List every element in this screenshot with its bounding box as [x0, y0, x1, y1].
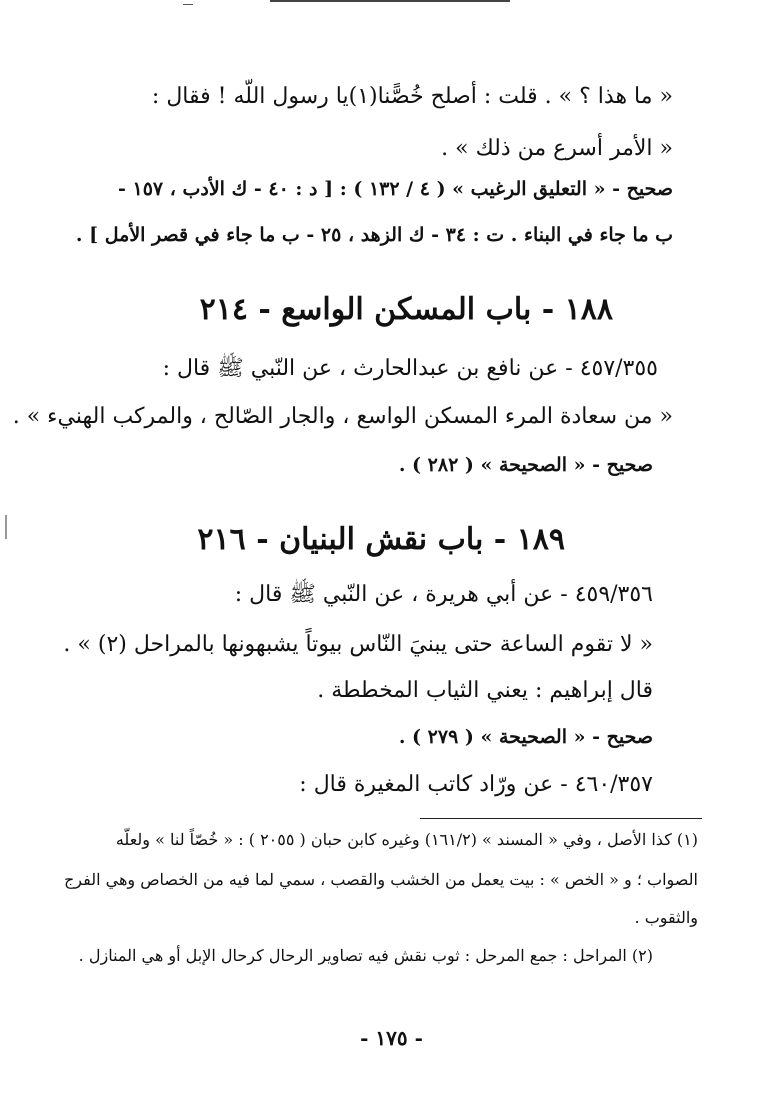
hadith-457-matn: « من سعادة المرء المسكن الواسع ، والجار الصّالح ، والمركب الهنيء » . [12, 404, 673, 429]
page-number: - ١٧٥ - [360, 1026, 423, 1050]
prev-grading-line-1: صحيح - « التعليق الرغيب » ( ٤ / ١٣٢ ) : [ د : ٤٠ - ك الأدب ، ١٥٧ - [118, 178, 673, 200]
hadith-459-isnad: ٤٥٩/٣٥٦ - عن أبي هريرة ، عن النّبي ﷺ قال : [234, 582, 653, 607]
hadith-459-matn: « لا تقوم الساعة حتى يبنيَ النّاس بيوتاً يشبهونها بالمراحل (٢) » . [63, 632, 653, 657]
footnote-1-line-1: (١) كذا الأصل ، وفي « المسند » (١٦١/٢) وغيره كابن حبان ( ٢٠٥٥ ) : « خُصّاً لنا » ولعلّه [115, 830, 698, 849]
prev-grading-line-2: ب ما جاء في البناء . ت : ٣٤ - ك الزهد ، ٢٥ - ب ما جاء في قصر الأمل ] . [75, 224, 673, 246]
chapter-189-heading: ١٨٩ - باب نقش البنيان - ٢١٦ [197, 522, 565, 557]
prev-hadith-line-2: « الأمر أسرع من ذلك » . [441, 136, 673, 161]
top-mark [183, 0, 193, 5]
hadith-457-grading: صحيح - « الصحيحة » ( ٢٨٢ ) . [398, 454, 653, 476]
chapter-188-heading: ١٨٨ - باب المسكن الواسع - ٢١٤ [199, 292, 613, 327]
hadith-459-comment: قال إبراهيم : يعني الثياب المخططة . [317, 678, 653, 703]
footnote-1-line-2: الصواب ؛ و « الخص » : بيت يعمل من الخشب والقصب ، سمي لما فيه من الخصاص وهي الفرج [63, 870, 698, 889]
footnote-separator [420, 818, 702, 819]
prev-hadith-line-1: « ما هذا ؟ » . قلت : أصلح خُصًّنا(١)يا رسول اللّه ! فقال : [151, 84, 673, 109]
hadith-460-isnad: ٤٦٠/٣٥٧ - عن ورّاد كاتب المغيرة قال : [299, 772, 653, 797]
hadith-459-grading: صحيح - « الصحيحة » ( ٢٧٩ ) . [398, 726, 653, 748]
margin-mark [5, 515, 7, 539]
footnote-1-line-3: والثقوب . [634, 908, 698, 927]
hadith-457-isnad: ٤٥٧/٣٥٥ - عن نافع بن عبدالحارث ، عن النّبي ﷺ قال : [162, 356, 658, 381]
top-rule [270, 0, 510, 2]
footnote-2: (٢) المراحل : جمع المرحل : ثوب نقش فيه تصاوير الرحال كرحال الإبل أو هي المنازل . [78, 946, 653, 965]
